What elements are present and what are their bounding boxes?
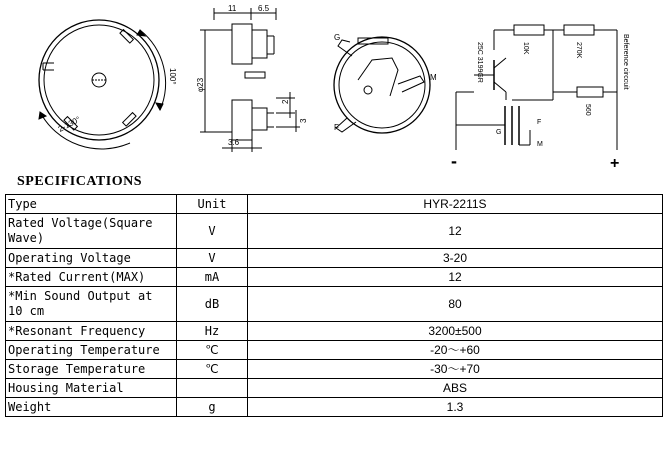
table-row (6, 379, 663, 398)
technical-drawings (0, 0, 667, 170)
table-row (6, 195, 663, 214)
table-row (6, 214, 663, 249)
resistor-10k: 10K (522, 42, 529, 55)
spec-value: 12 (248, 214, 663, 249)
spec-name: *Resonant Frequency (6, 322, 177, 341)
circuit-f-label: F (537, 119, 542, 126)
spec-name: *Rated Current(MAX) (6, 268, 177, 287)
table-row (6, 398, 663, 417)
dim-phi23: φ23 (196, 77, 205, 92)
angle-label: 2-130° (56, 114, 82, 134)
circuit-g-label: G (496, 129, 502, 136)
pin-g-label: G (334, 33, 341, 42)
spec-unit: ℃ (177, 341, 248, 360)
spec-unit: Unit (177, 195, 248, 214)
spec-value: 1.3 (248, 398, 663, 417)
circuit-caption: Beference circcuit (622, 34, 629, 90)
spec-unit: V (177, 249, 248, 268)
dim-2: 2 (281, 99, 290, 104)
spec-unit: Hz (177, 322, 248, 341)
spec-title: SPECIFICATIONS (17, 174, 142, 189)
spec-name: *Min Sound Output at 10 cm (6, 287, 177, 322)
spec-name: Operating Voltage (6, 249, 177, 268)
table-row (6, 341, 663, 360)
spec-value: 12 (248, 268, 663, 287)
resistor-270k: 270K (575, 42, 582, 59)
table-row (6, 249, 663, 268)
spec-unit (177, 379, 248, 398)
table-row (6, 287, 663, 322)
spec-unit: dB (177, 287, 248, 322)
resistor-560: 560 (584, 104, 591, 116)
spec-unit: g (177, 398, 248, 417)
table-row (6, 268, 663, 287)
spec-table (5, 194, 663, 417)
spec-name: Rated Voltage(Square Wave) (6, 214, 177, 249)
spec-unit: mA (177, 268, 248, 287)
spec-unit: ℃ (177, 360, 248, 379)
dim-6-5: 6.5 (258, 4, 270, 13)
spec-name: Housing Material (6, 379, 177, 398)
spec-value: 3200±500 (248, 322, 663, 341)
spec-value: -20～+60 (248, 341, 663, 360)
spec-value: 3-20 (248, 249, 663, 268)
spec-value: ABS (248, 379, 663, 398)
circuit-m-label: M (537, 141, 543, 148)
spec-name: Storage Temperature (6, 360, 177, 379)
plus-terminal: + (610, 155, 620, 170)
minus-terminal: - (451, 151, 457, 170)
table-row (6, 322, 663, 341)
drawings-svg (0, 0, 667, 170)
spec-name: Type (6, 195, 177, 214)
spec-name: Weight (6, 398, 177, 417)
dim-3: 3 (299, 118, 308, 123)
spec-value: 80 (248, 287, 663, 322)
table-row (6, 360, 663, 379)
spec-value: HYR-2211S (248, 195, 663, 214)
pin-f-label: F (334, 123, 339, 132)
pin-view (334, 37, 430, 133)
spec-value: -30～+70 (248, 360, 663, 379)
spec-name: Operating Temperature (6, 341, 177, 360)
dim-3-6: 3.6 (228, 138, 240, 147)
dim-label-100: 100° (168, 68, 177, 85)
spec-unit: V (177, 214, 248, 249)
pin-m-label: M (430, 73, 437, 82)
transistor-label: 25C 3199GR (476, 42, 483, 83)
dim-11: 11 (228, 4, 237, 13)
side-view (200, 8, 300, 152)
